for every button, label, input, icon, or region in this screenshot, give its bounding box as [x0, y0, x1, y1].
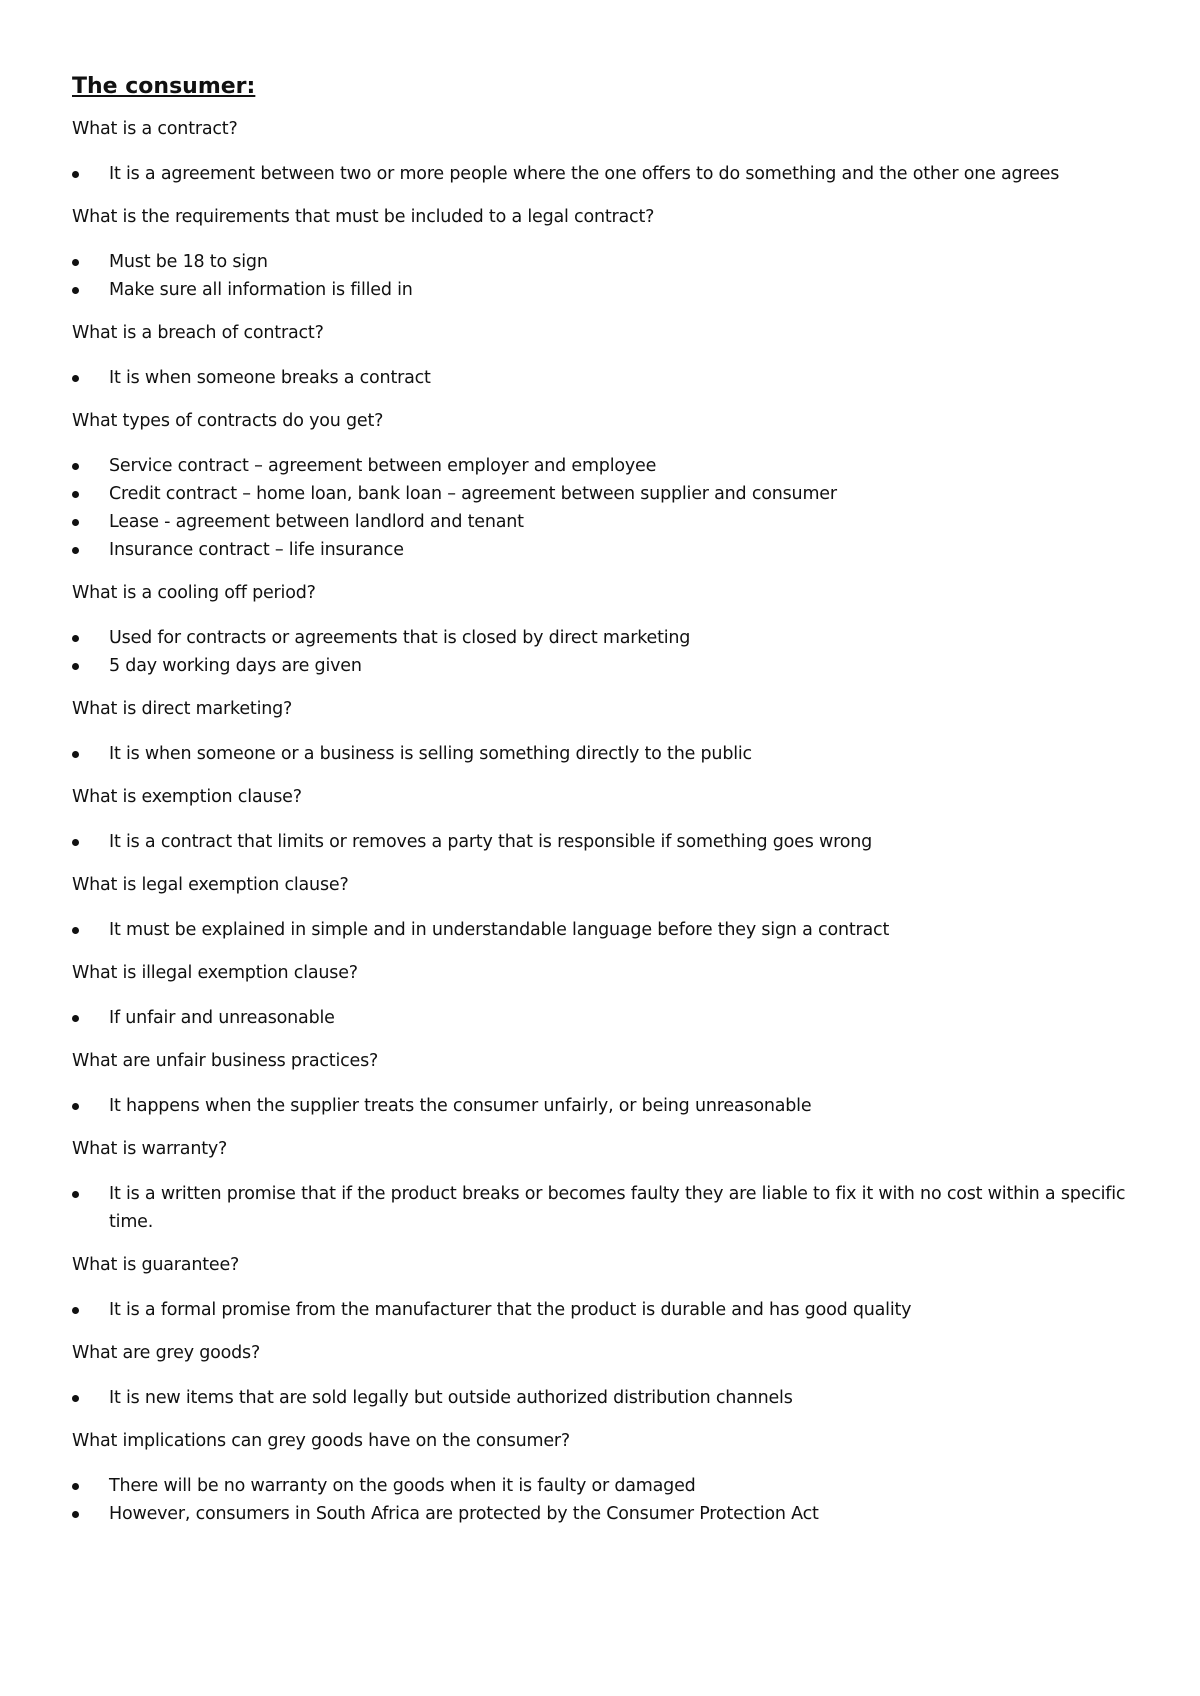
- qa-section: [72, 786, 1132, 856]
- answer-text: It is when someone or a business is selling something directly to the public: [109, 744, 752, 764]
- answer-text: It happens when the supplier treats the consumer unfairly, or being unreasonable: [109, 1096, 812, 1116]
- answer-text: If unfair and unreasonable: [109, 1008, 335, 1028]
- qa-section: [72, 1342, 1132, 1412]
- bullet-icon: [72, 927, 79, 934]
- answer-list-item: [72, 160, 1132, 188]
- bullet-icon: [72, 287, 79, 294]
- answer-text: It is a formal promise from the manufacturer that the product is durable and has good quality: [109, 1300, 912, 1320]
- answer-list: [72, 364, 1132, 392]
- qa-section: [72, 1254, 1132, 1324]
- answer-list-item: [72, 652, 1132, 680]
- answer-text: Credit contract – home loan, bank loan – agreement between supplier and consumer: [109, 484, 837, 504]
- answer-text: Insurance contract – life insurance: [109, 540, 404, 560]
- answer-text: It is a contract that limits or removes a party that is responsible if something goes wrong: [109, 832, 873, 852]
- answer-text: Must be 18 to sign: [109, 252, 268, 272]
- answer-list-item: [72, 828, 1132, 856]
- answer-list-item: [72, 508, 1132, 536]
- qa-section: [72, 962, 1132, 1032]
- question-text: What is a contract?: [72, 119, 238, 139]
- qa-section: [72, 582, 1132, 680]
- question-text: What is guarantee?: [72, 1255, 240, 1275]
- answer-list-item: [72, 364, 1132, 392]
- qa-section: [72, 1138, 1132, 1236]
- answer-text: Lease - agreement between landlord and tenant: [109, 512, 524, 532]
- question-text: What are unfair business practices?: [72, 1051, 379, 1071]
- answer-list: [72, 1296, 1132, 1324]
- answer-text: Make sure all information is filled in: [109, 280, 413, 300]
- bullet-icon: [72, 1307, 79, 1314]
- answer-list: [72, 1384, 1132, 1412]
- question-text: What implications can grey goods have on the consumer?: [72, 1431, 571, 1451]
- qa-section: [72, 118, 1132, 188]
- bullet-icon: [72, 375, 79, 382]
- answer-list: [72, 1092, 1132, 1120]
- answer-text: It is when someone breaks a contract: [109, 368, 431, 388]
- question-text: What is illegal exemption clause?: [72, 963, 358, 983]
- qa-section: [72, 1050, 1132, 1120]
- qa-section: [72, 874, 1132, 944]
- question-text: What is exemption clause?: [72, 787, 302, 807]
- qa-section: [72, 206, 1132, 304]
- question-text: What is a breach of contract?: [72, 323, 324, 343]
- answer-list-item: [72, 1092, 1132, 1120]
- question-text: What types of contracts do you get?: [72, 411, 384, 431]
- answer-list-item: [72, 1296, 1132, 1324]
- bullet-icon: [72, 171, 79, 178]
- question-text: What is direct marketing?: [72, 699, 293, 719]
- answer-text: It is new items that are sold legally but outside authorized distribution channels: [109, 1388, 793, 1408]
- answer-list: [72, 624, 1132, 680]
- answer-text: There will be no warranty on the goods when it is faulty or damaged: [109, 1476, 696, 1496]
- answer-list: [72, 740, 1132, 768]
- answer-list-item: [72, 916, 1132, 944]
- answer-text: Service contract – agreement between employer and employee: [109, 456, 657, 476]
- answer-list: [72, 248, 1132, 304]
- answer-list: [72, 916, 1132, 944]
- answer-list: [72, 452, 1132, 564]
- answer-list: [72, 1180, 1132, 1236]
- bullet-icon: [72, 751, 79, 758]
- answer-list-item: [72, 740, 1132, 768]
- answer-list-item: [72, 536, 1132, 564]
- answer-list-item: [72, 248, 1132, 276]
- answer-list-item: [72, 1384, 1132, 1412]
- answer-list-item: [72, 1500, 1132, 1528]
- answer-text: It must be explained in simple and in understandable language before they sign a contract: [109, 920, 890, 940]
- bullet-icon: [72, 839, 79, 846]
- question-text: What are grey goods?: [72, 1343, 261, 1363]
- bullet-icon: [72, 663, 79, 670]
- qa-section: [72, 698, 1132, 768]
- bullet-icon: [72, 1191, 79, 1198]
- bullet-icon: [72, 259, 79, 266]
- question-text: What is the requirements that must be included to a legal contract?: [72, 207, 655, 227]
- answer-list-item: [72, 1180, 1132, 1236]
- qa-section: [72, 410, 1132, 564]
- question-text: What is warranty?: [72, 1139, 228, 1159]
- answer-list: [72, 1472, 1132, 1528]
- bullet-icon: [72, 1483, 79, 1490]
- bullet-icon: [72, 1103, 79, 1110]
- bullet-icon: [72, 1511, 79, 1518]
- qa-sections: [72, 118, 1132, 1528]
- bullet-icon: [72, 1015, 79, 1022]
- document-page: [72, 74, 1132, 1546]
- answer-text: 5 day working days are given: [109, 656, 362, 676]
- bullet-icon: [72, 1395, 79, 1402]
- page-title: The consumer:: [72, 74, 256, 99]
- answer-text: Used for contracts or agreements that is closed by direct marketing: [109, 628, 691, 648]
- answer-list-item: [72, 1004, 1132, 1032]
- answer-list-item: [72, 624, 1132, 652]
- qa-section: [72, 1430, 1132, 1528]
- answer-text: It is a written promise that if the product breaks or becomes faulty they are liable to fix it with no cost within a specific time.: [109, 1184, 1126, 1232]
- question-text: What is legal exemption clause?: [72, 875, 349, 895]
- question-text: What is a cooling off period?: [72, 583, 316, 603]
- answer-text: It is a agreement between two or more people where the one offers to do something and the other one agrees: [109, 164, 1060, 184]
- answer-list-item: [72, 1472, 1132, 1500]
- answer-list: [72, 160, 1132, 188]
- answer-list-item: [72, 276, 1132, 304]
- answer-list: [72, 1004, 1132, 1032]
- answer-list: [72, 828, 1132, 856]
- answer-text: However, consumers in South Africa are protected by the Consumer Protection Act: [109, 1504, 819, 1524]
- answer-list-item: [72, 480, 1132, 508]
- bullet-icon: [72, 463, 79, 470]
- answer-list-item: [72, 452, 1132, 480]
- bullet-icon: [72, 519, 79, 526]
- bullet-icon: [72, 547, 79, 554]
- bullet-icon: [72, 635, 79, 642]
- qa-section: [72, 322, 1132, 392]
- bullet-icon: [72, 491, 79, 498]
